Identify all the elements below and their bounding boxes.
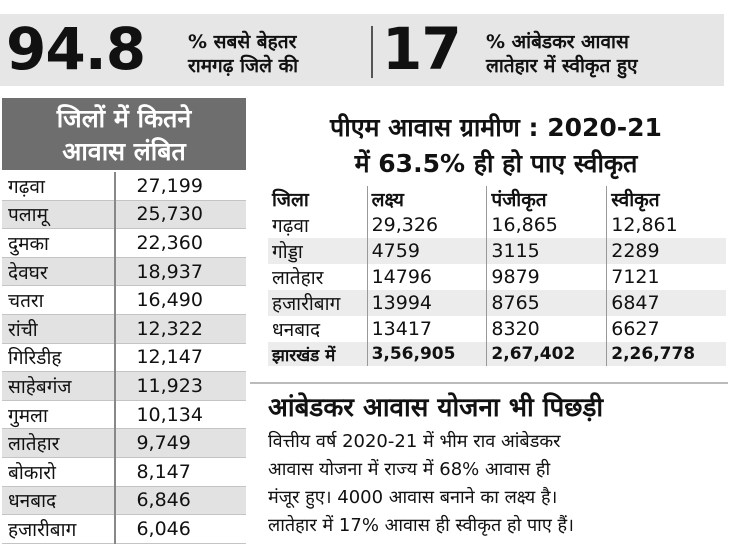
approved-value: 7121 xyxy=(607,264,726,290)
approved-value: 6627 xyxy=(607,316,726,342)
registered-value: 16,865 xyxy=(487,212,607,238)
stat-latehar-label-1: % आंबेडकर आवास xyxy=(486,31,629,53)
stat-ramgarh-value: 94.8 xyxy=(6,15,146,83)
table-row xyxy=(2,200,246,229)
district-name: बोकारो xyxy=(2,457,115,486)
ambedkar-paragraph xyxy=(268,428,730,540)
pm-awas-table xyxy=(268,186,726,366)
stat-latehar-value: 17 xyxy=(382,15,461,83)
table-row xyxy=(2,172,246,200)
table-row xyxy=(2,486,246,515)
registered-value: 8320 xyxy=(487,316,607,342)
col-header-approved: स्वीकृत xyxy=(607,186,726,212)
registered-value: 2,67,402 xyxy=(487,342,607,366)
target-value: 13994 xyxy=(367,290,487,316)
district-name: चतरा xyxy=(2,286,115,315)
col-header-district: जिला xyxy=(272,189,309,211)
pending-count: 12,322 xyxy=(115,314,246,343)
target-value: 14796 xyxy=(367,264,487,290)
pm-awas-heading xyxy=(262,110,730,182)
pending-houses-table xyxy=(2,172,246,544)
district-name: गुमला xyxy=(2,400,115,429)
col-header-registered: पंजीकृत xyxy=(487,186,607,212)
target-value: 13417 xyxy=(367,316,487,342)
pending-count: 6,846 xyxy=(115,486,246,515)
district-name: गढ़वा xyxy=(2,172,115,200)
pending-count: 11,923 xyxy=(115,372,246,401)
approved-value: 2289 xyxy=(607,238,726,264)
table-row xyxy=(2,457,246,486)
table-row xyxy=(2,372,246,401)
pending-count: 27,199 xyxy=(115,172,246,200)
pending-count: 25,730 xyxy=(115,200,246,229)
table-row xyxy=(2,515,246,544)
table-row xyxy=(268,238,726,264)
pending-count: 6,046 xyxy=(115,515,246,544)
pending-houses-heading-line1: जिलों में कितने xyxy=(56,104,192,133)
registered-value: 9879 xyxy=(487,264,607,290)
district-name: दुमका xyxy=(2,229,115,258)
stats-divider xyxy=(371,26,373,78)
table-row xyxy=(268,316,726,342)
pm-awas-table-header xyxy=(268,186,726,212)
district-name: लातेहार xyxy=(272,267,324,289)
district-name: गोड्डा xyxy=(268,238,367,264)
table-row xyxy=(2,429,246,458)
district-name: गिरिडीह xyxy=(2,343,115,372)
pending-houses-heading xyxy=(2,98,246,170)
stat-ramgarh-label-1: % सबसे बेहतर xyxy=(188,31,297,53)
approved-value: 2,26,778 xyxy=(607,342,726,366)
target-value: 3,56,905 xyxy=(367,342,487,366)
col-header-target: लक्ष्य xyxy=(367,186,487,212)
registered-value: 3115 xyxy=(487,238,607,264)
section-divider xyxy=(250,382,728,384)
district-name: लातेहार xyxy=(2,429,115,458)
pm-awas-heading-line2: में 63.5% ही हो पाए स्वीकृत xyxy=(354,149,638,178)
district-name: साहेबगंज xyxy=(2,372,115,401)
target-value: 29,326 xyxy=(367,212,487,238)
table-row xyxy=(2,314,246,343)
paragraph-line: वित्तीय वर्ष 2020-21 में भीम राव आंबेडकर xyxy=(268,431,561,452)
table-row xyxy=(2,400,246,429)
district-name: हजारीबाग xyxy=(2,515,115,544)
pending-count: 10,134 xyxy=(115,400,246,429)
registered-value: 8765 xyxy=(487,290,607,316)
district-name: पलामू xyxy=(2,200,115,229)
pending-count: 12,147 xyxy=(115,343,246,372)
approved-value: 12,861 xyxy=(607,212,726,238)
pending-count: 8,147 xyxy=(115,457,246,486)
district-name: धनबाद xyxy=(272,319,321,341)
target-value: 4759 xyxy=(367,238,487,264)
district-name: हजारीबाग xyxy=(268,290,367,316)
district-name: धनबाद xyxy=(2,486,115,515)
table-row xyxy=(268,212,726,238)
pending-count: 18,937 xyxy=(115,257,246,286)
table-row xyxy=(268,264,726,290)
pending-count: 9,749 xyxy=(115,429,246,458)
table-row xyxy=(268,290,726,316)
district-name: झारखंड में xyxy=(268,342,367,366)
ambedkar-heading: आंबेडकर आवास योजना भी पिछड़ी xyxy=(268,393,604,423)
paragraph-line: मंजूर हुए। 4000 आवास बनाने का लक्ष्य है। xyxy=(268,487,558,508)
stat-latehar-label-2: लातेहार में स्वीकृत हुए xyxy=(486,55,638,77)
paragraph-line: आवास योजना में राज्य में 68% आवास ही xyxy=(268,459,551,480)
table-row xyxy=(2,343,246,372)
table-row xyxy=(2,286,246,315)
paragraph-line: लातेहार में 17% आवास ही स्वीकृत हो पाए हैं। xyxy=(268,515,574,536)
district-name: गढ़वा xyxy=(272,215,309,237)
stat-ramgarh-label-2: रामगढ़ जिले की xyxy=(188,55,299,77)
district-name: देवघर xyxy=(2,257,115,286)
pending-count: 16,490 xyxy=(115,286,246,315)
table-row xyxy=(2,229,246,258)
pending-houses-heading-line2: आवास लंबित xyxy=(62,137,186,166)
approved-value: 6847 xyxy=(607,290,726,316)
pm-awas-heading-line1: पीएम आवास ग्रामीण : 2020-21 xyxy=(330,113,662,142)
district-name: रांची xyxy=(2,314,115,343)
table-row xyxy=(2,257,246,286)
pending-count: 22,360 xyxy=(115,229,246,258)
total-row xyxy=(268,342,726,366)
